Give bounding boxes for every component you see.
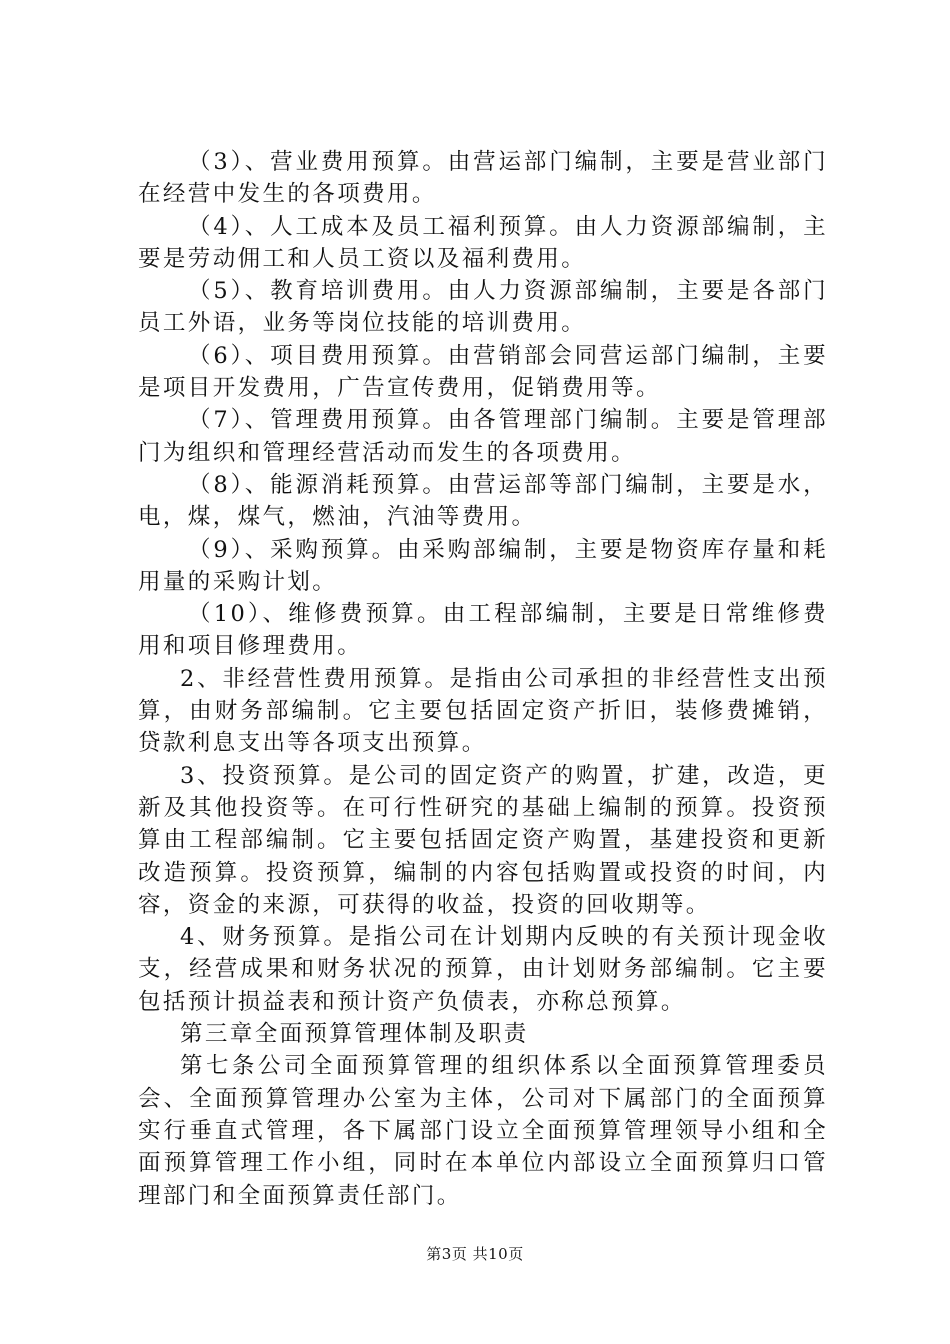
- paragraph-training-cost: （5）、教育培训费用。由人力资源部编制，主要是各部门员工外语，业务等岗位技能的培训费用。: [138, 278, 828, 337]
- paragraph-purchase-budget: （9）、采购预算。由采购部编制，主要是物资库存量和耗用量的采购计划。: [138, 536, 828, 595]
- paragraph-investment-budget: 3、投资预算。是公司的固定资产的购置，扩建，改造，更新及其他投资等。在可行性研究的基础上编制的预算。投资预算由工程部编制。它主要包括固定资产购置，基建投资和更新改造预算。投资预算，编制的内容包括购置或投资的时间，内容，资金的来源，可获得的收益，投资的回收期等。: [138, 762, 828, 918]
- paragraph-operating-expense: （3）、营业费用预算。由营运部门编制，主要是营业部门在经营中发生的各项费用。: [138, 149, 828, 208]
- paragraph-financial-budget: 4、财务预算。是指公司在计划期内反映的有关预计现金收支，经营成果和财务状况的预算，由计划财务部编制。它主要包括预计损益表和预计资产负债表，亦称总预算。: [138, 924, 828, 1015]
- page-number-footer: 第3页 共10页: [426, 1245, 524, 1263]
- paragraph-project-cost: （6）、项目费用预算。由营销部会同营运部门编制，主要是项目开发费用，广告宣传费用，促销费用等。: [138, 342, 828, 402]
- chapter-heading: 第三章全面预算管理体制及职责: [180, 1021, 529, 1048]
- paragraph-energy-cost: （8）、能源消耗预算。由营运部等部门编制，主要是水，电，煤，煤气，燃油，汽油等费用。: [138, 471, 828, 531]
- paragraph-admin-cost: （7）、管理费用预算。由各管理部门编制。主要是管理部门为组织和管理经营活动而发生的各项费用。: [138, 407, 828, 466]
- paragraph-non-operating-budget: 2、非经营性费用预算。是指由公司承担的非经营性支出预算，由财务部编制。它主要包括固定资产折旧，装修费摊销，贷款利息支出等各项支出预算。: [138, 665, 828, 757]
- paragraph-repair-budget: （10）、维修费预算。由工程部编制，主要是日常维修费用和项目修理费用。: [138, 601, 828, 660]
- paragraph-labor-cost: （4）、人工成本及员工福利预算。由人力资源部编制，主要是劳动佣工和人员工资以及福利费用。: [138, 213, 828, 272]
- paragraph-article-seven: 第七条公司全面预算管理的组织体系以全面预算管理委员会、全面预算管理办公室为主体，公司对下属部门的全面预算实行垂直式管理，各下属部门设立全面预算管理领导小组和全面预算管理工作小组，同时在本单位内部设立全面预算归口管理部门和全面预算责任部门。: [138, 1053, 828, 1209]
- document-body: [138, 146, 828, 1212]
